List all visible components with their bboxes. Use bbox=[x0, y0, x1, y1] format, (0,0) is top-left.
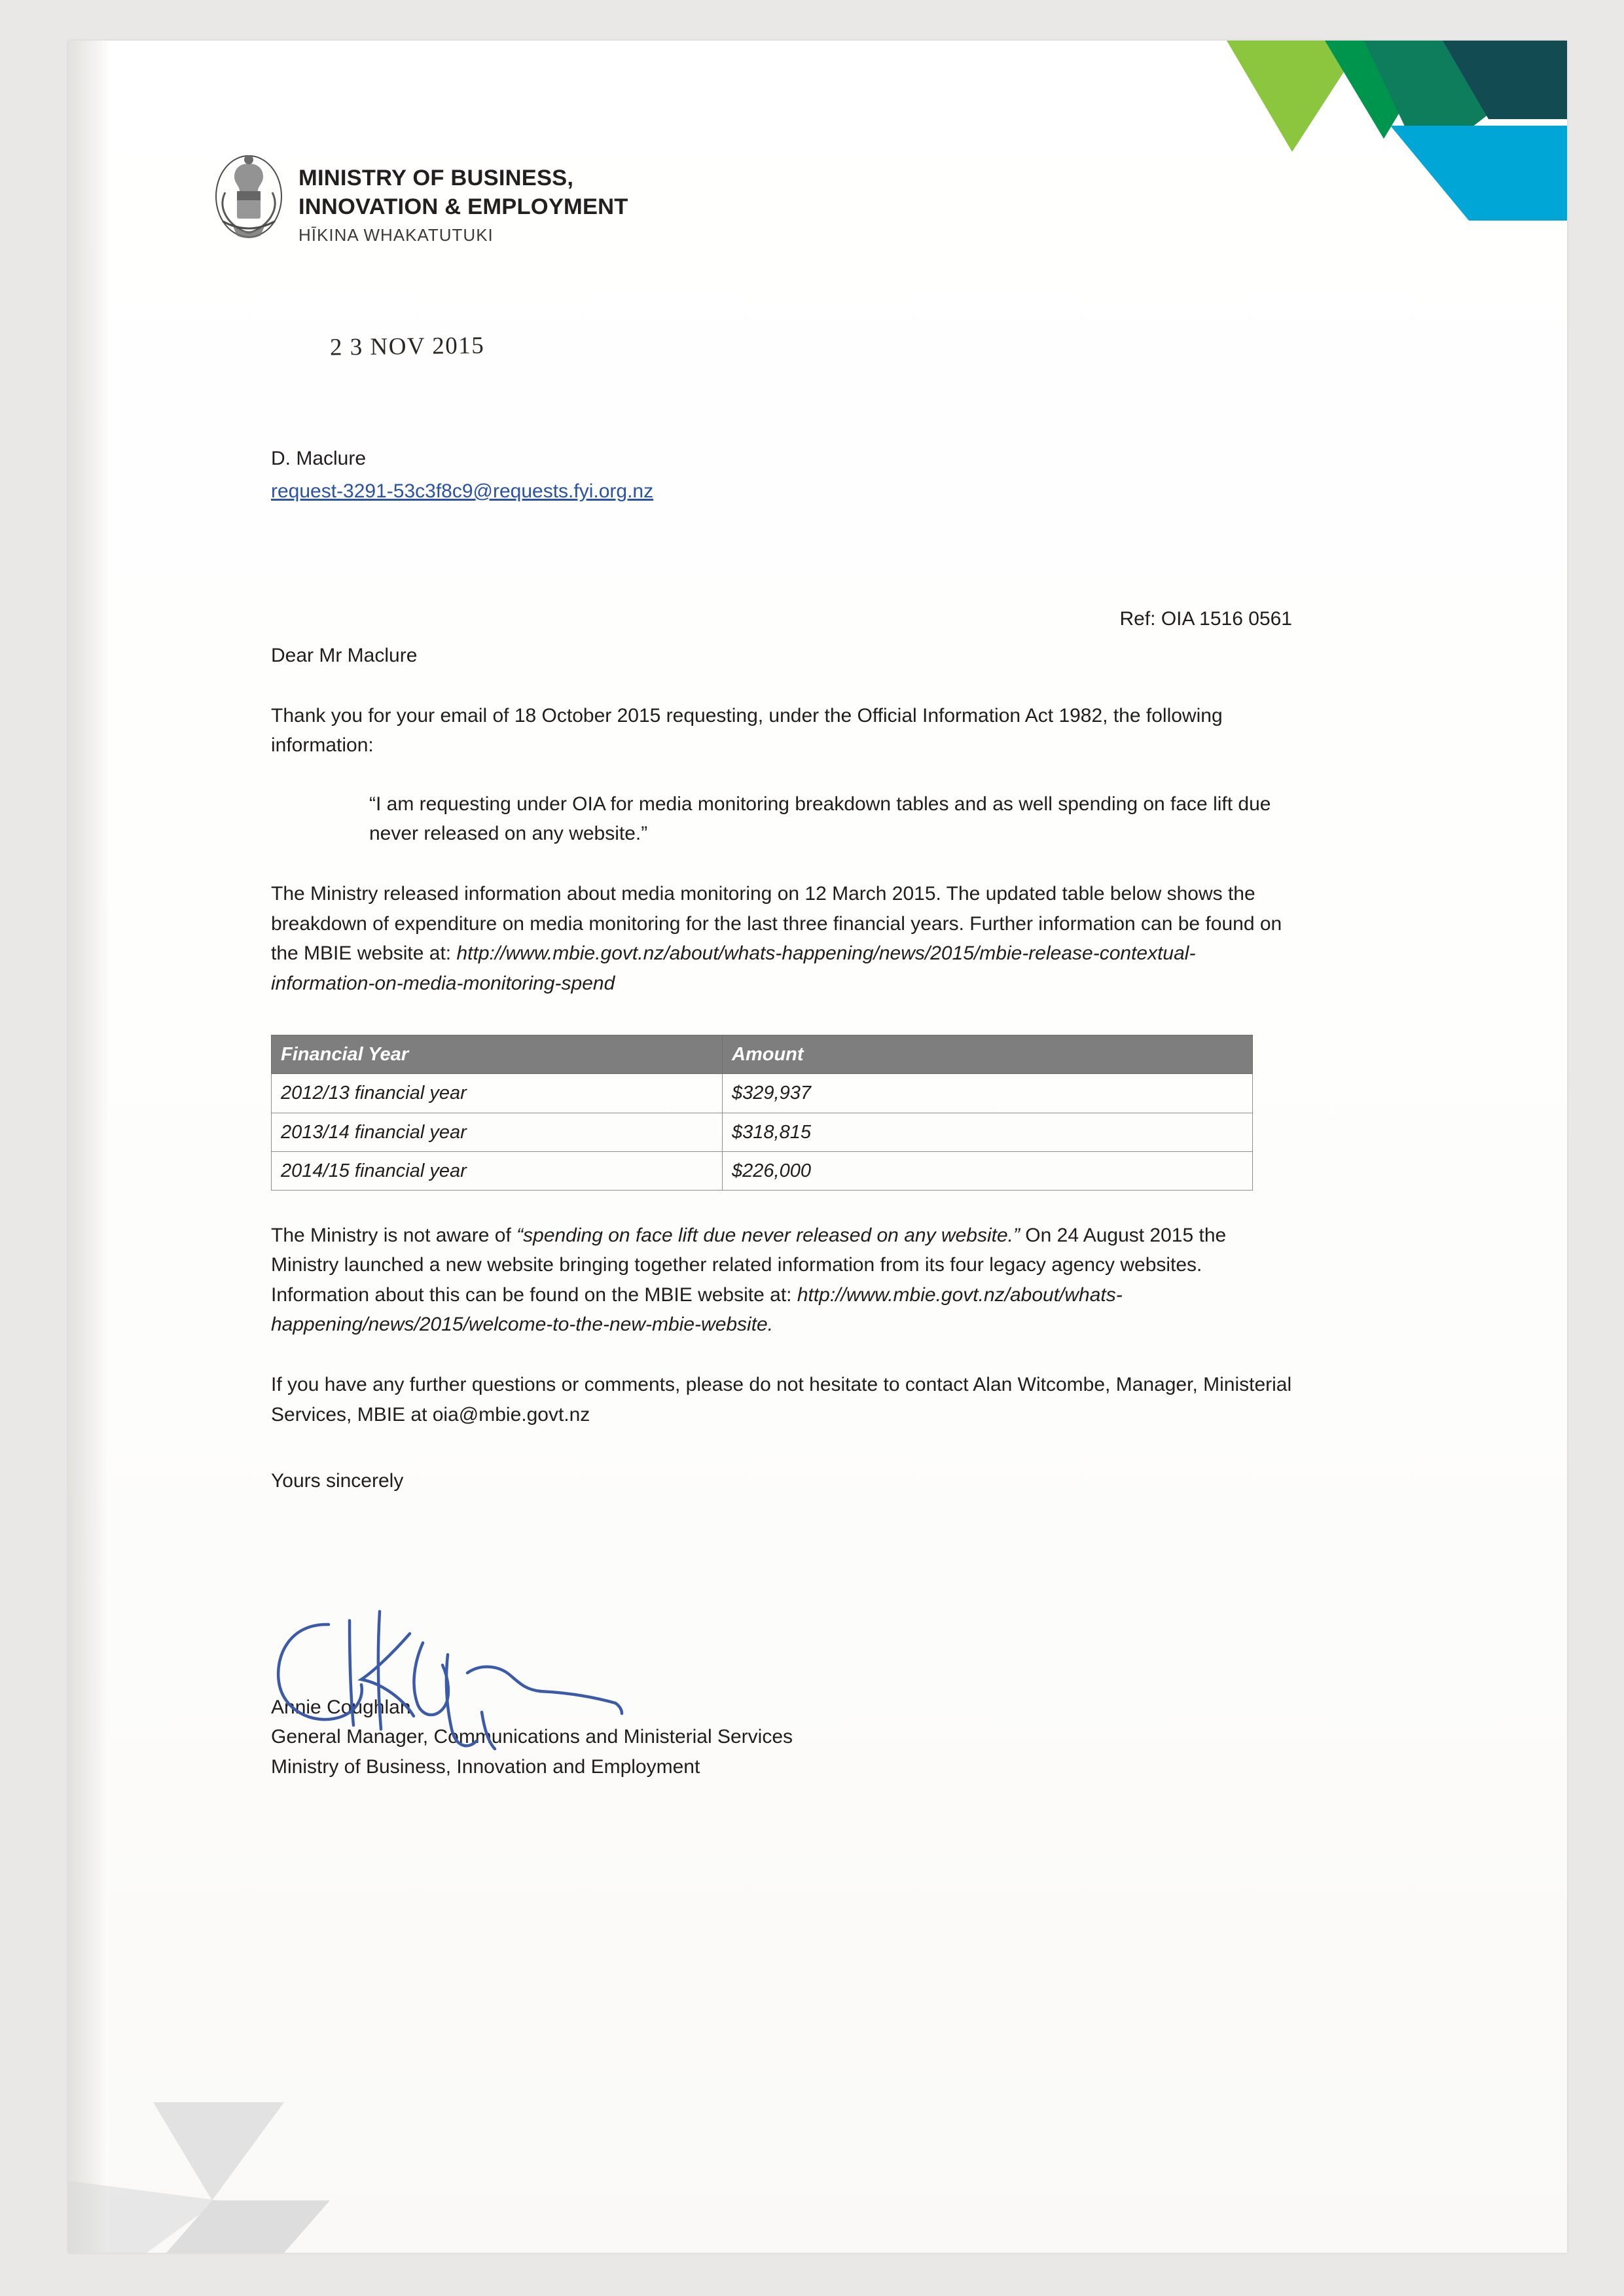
paragraph-3-url: http://www.mbie.govt.nz/about/whats-happening/news/2015/welcome-to-the-new-mbie-website. bbox=[271, 1283, 1123, 1336]
scan-edge-shadow bbox=[68, 41, 109, 2253]
paragraph-3-quote: “spending on face lift due never released on any website.” bbox=[516, 1224, 1020, 1246]
table-cell-year: 2014/15 financial year bbox=[272, 1151, 723, 1190]
date-stamp: 2 3 NOV 2015 bbox=[329, 332, 485, 361]
table-cell-year: 2012/13 financial year bbox=[272, 1074, 723, 1113]
footer-corner-svg bbox=[68, 2102, 376, 2253]
paragraph-2-text: The Ministry released information about media monitoring on 12 March 2015. The updated table below shows the breakdown of expenditure on media monitoring for the last three financial years. Further information can be found on the MBIE website at: bbox=[271, 882, 1282, 965]
org-name-maori: HĪKINA WHAKATUTUKI bbox=[298, 225, 494, 245]
table-header-amount: Amount bbox=[723, 1035, 1253, 1074]
table-header-financial-year: Financial Year bbox=[272, 1035, 723, 1074]
letter-body bbox=[271, 329, 1292, 1782]
salutation: Dear Mr Maclure bbox=[271, 645, 418, 667]
paragraph-1: Thank you for your email of 18 October 2015 requesting, under the Official Information Act 1982, the following information: bbox=[271, 704, 1223, 757]
addressee-email-link[interactable]: request-3291-53c3f8c9@requests.fyi.org.nz bbox=[271, 480, 654, 502]
signature-block bbox=[271, 1693, 1292, 1782]
addressee-name: D. Maclure bbox=[271, 448, 367, 470]
table-row bbox=[272, 1074, 1253, 1113]
signer-title: General Manager, Communications and Ministerial Services bbox=[271, 1726, 793, 1748]
quoted-request: “I am requesting under OIA for media monitoring breakdown tables and as well spending on face lift due never released on any website.” bbox=[369, 793, 1271, 845]
paragraph-2-url: http://www.mbie.govt.nz/about/whats-happening/news/2015/mbie-release-contextual-information-on-media-monitoring-spend bbox=[271, 942, 1196, 994]
signer-organisation: Ministry of Business, Innovation and Employment bbox=[271, 1756, 700, 1778]
table-row bbox=[272, 1151, 1253, 1190]
nz-coat-of-arms-icon bbox=[213, 153, 284, 242]
org-name-line-2: INNOVATION & EMPLOYMENT bbox=[298, 194, 628, 220]
paragraph-3-text-start: The Ministry is not aware of bbox=[271, 1224, 517, 1246]
paragraph-4: If you have any further questions or comments, please do not hesitate to contact Alan Witcombe, Manager, Ministerial Services, MBIE at oia@mbie.govt.nz bbox=[271, 1374, 1292, 1426]
table-cell-amount: $318,815 bbox=[723, 1113, 1253, 1151]
reference-number: Ref: OIA 1516 0561 bbox=[1119, 608, 1292, 630]
org-name-line-1: MINISTRY OF BUSINESS, bbox=[298, 166, 574, 190]
table-header-row bbox=[272, 1035, 1253, 1074]
closing: Yours sincerely bbox=[271, 1470, 404, 1492]
paragraph-2 bbox=[271, 879, 1292, 998]
paragraph-3 bbox=[271, 1221, 1292, 1340]
brand-corner-svg bbox=[1227, 41, 1567, 257]
letterhead-text bbox=[298, 153, 628, 245]
expenditure-table bbox=[271, 1035, 1253, 1190]
signer-name: Annie Coughlan bbox=[271, 1696, 411, 1718]
table-cell-amount: $329,937 bbox=[723, 1074, 1253, 1113]
footer-corner-graphic bbox=[68, 2102, 376, 2253]
table-row bbox=[272, 1113, 1253, 1151]
letterhead bbox=[213, 153, 628, 245]
table-cell-amount: $226,000 bbox=[723, 1151, 1253, 1190]
table-cell-year: 2013/14 financial year bbox=[272, 1113, 723, 1151]
brand-corner-graphic bbox=[1227, 41, 1567, 257]
paragraph-3-text-end: On 24 August 2015 the Ministry launched a new website bringing together related information from its four legacy agency websites. Information about this can be found on the MBIE website at: bbox=[271, 1224, 1227, 1306]
scanned-letter-sheet bbox=[68, 41, 1567, 2253]
